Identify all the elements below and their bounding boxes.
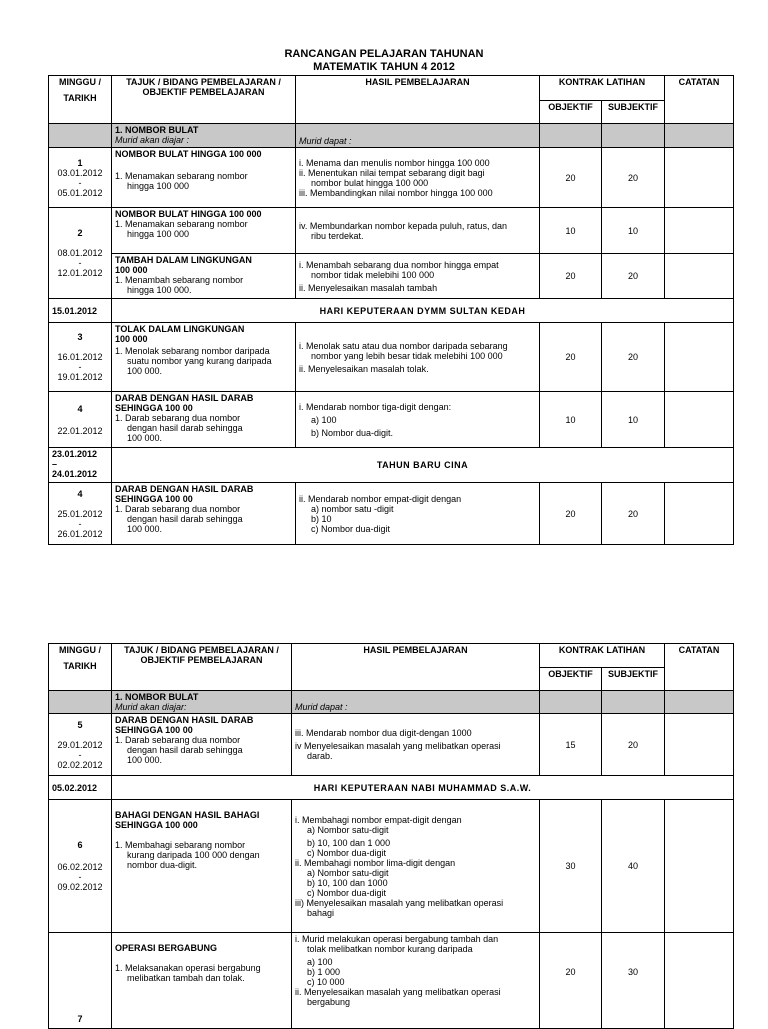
- table-cell: TAMBAH DALAM LINGKUNGAN 100 000 1. Menambah sebarang nombor hingga 100 000.: [112, 254, 296, 299]
- table-cell: 6 06.02.2012 - 09.02.2012: [49, 800, 112, 933]
- table-cell: ii. Mendarab nombor empat-digit dengan a) nombor satu -digit b) 10 c) Nombor dua-digit: [296, 483, 540, 545]
- plan-table-1: [48, 75, 734, 545]
- table-cell: [665, 483, 734, 545]
- table-cell: HARI KEPUTERAAN NABI MUHAMMAD S.A.W.: [112, 776, 734, 800]
- table-row: [49, 933, 734, 1029]
- table-cell: OPERASI BERGABUNG 1. Melaksanakan operasi bergabung melibatkan tambah dan tolak.: [112, 933, 292, 1029]
- header-catatan: CATATAN: [665, 76, 734, 124]
- table-cell: [665, 323, 734, 392]
- table-cell: 15.01.2012: [49, 299, 112, 323]
- header-hasil: HASIL PEMBELAJARAN: [296, 76, 540, 124]
- table-cell: iii. Mendarab nombor dua digit-dengan 1000 iv Menyelesaikan masalah yang melibatkan operasi darab.: [292, 714, 540, 776]
- table-cell: 10: [602, 208, 665, 254]
- table-cell: NOMBOR BULAT HINGGA 100 000 1. Menamakan sebarang nombor hingga 100 000: [112, 208, 296, 254]
- header-hasil: HASIL PEMBELAJARAN: [292, 644, 540, 691]
- header-minggu-tarikh: MINGGU / TARIKH: [49, 644, 112, 691]
- table-row: [49, 323, 734, 392]
- table-cell: [665, 148, 734, 208]
- table-row: [49, 800, 734, 933]
- table-cell: i. Menambah sebarang dua nombor hingga empat nombor tidak melebihi 100 000 ii. Menyelesaikan masalah tambah: [296, 254, 540, 299]
- table-cell: 40: [602, 800, 665, 933]
- table-cell: 1. NOMBOR BULAT Murid akan diajar:: [112, 691, 292, 714]
- table-cell: 1 03.01.2012 - 05.01.2012: [49, 148, 112, 208]
- table-cell: [49, 124, 112, 148]
- table-cell: 1. NOMBOR BULAT Murid akan diajar :: [112, 124, 296, 148]
- table-cell: 20: [602, 714, 665, 776]
- table-cell: 30: [602, 933, 665, 1029]
- table-cell: i. Murid melakukan operasi bergabung tambah dan tolak melibatkan nombor kurang daripada a) 100 b) 1 000 c) 10 000 ii. Menyelesaikan masalah yang melibatkan operasi bergabung: [292, 933, 540, 1029]
- table-cell: [665, 800, 734, 933]
- table-cell: 10: [602, 392, 665, 448]
- table-cell: 20: [540, 933, 602, 1029]
- unit-row: [49, 124, 734, 148]
- table-cell: NOMBOR BULAT HINGGA 100 000 1. Menamakan sebarang nombor hingga 100 000: [112, 148, 296, 208]
- table-cell: 20: [540, 323, 602, 392]
- table-cell: [665, 392, 734, 448]
- table-row: [49, 148, 734, 208]
- table-cell: [665, 714, 734, 776]
- table-cell: i. Menama dan menulis nombor hingga 100 000 ii. Menentukan nilai tempat sebarang digit bagi nombor bulat hingga 100 000 iii. Membandingkan nilai nombor hingga 100 000: [296, 148, 540, 208]
- table-cell: DARAB DENGAN HASIL DARAB SEHINGGA 100 00 1. Darab sebarang dua nombor dengan hasil darab sehingga 100 000.: [112, 714, 292, 776]
- table-cell: 7: [49, 933, 112, 1029]
- table-cell: TOLAK DALAM LINGKUNGAN 100 000 1. Menolak sebarang nombor daripada suatu nombor yang kurang daripada 100 000.: [112, 323, 296, 392]
- table-cell: [602, 124, 665, 148]
- header-subjektif: SUBJEKTIF: [602, 668, 665, 691]
- table-cell: 10: [540, 392, 602, 448]
- header-objektif: OBJEKTIF: [540, 668, 602, 691]
- table-cell: i. Membahagi nombor empat-digit dengan a) Nombor satu-digit b) 10, 100 dan 1 000 c) Nombor dua-digit ii. Membahagi nombor lima-digit dengan a) Nombor satu-digit b) 10, 100 dan 1000 c) Nombor dua-digit iii) Menyelesaikan masalah yang melibatkan operasi bahagi: [292, 800, 540, 933]
- table-cell: [602, 691, 665, 714]
- table-cell: 20: [602, 483, 665, 545]
- table-cell: 20: [540, 254, 602, 299]
- table-cell: 20: [540, 148, 602, 208]
- table-cell: HARI KEPUTERAAN DYMM SULTAN KEDAH: [112, 299, 734, 323]
- header-kontrak: KONTRAK LATIHAN: [540, 644, 665, 668]
- table-cell: 30: [540, 800, 602, 933]
- header-objektif: OBJEKTIF: [540, 101, 602, 124]
- table-row: [49, 254, 734, 299]
- table-row: [49, 392, 734, 448]
- table-cell: DARAB DENGAN HASIL DARAB SEHINGGA 100 00 1. Darab sebarang dua nombor dengan hasil darab sehingga 100 000.: [112, 392, 296, 448]
- table-cell: i. Mendarab nombor tiga-digit dengan: a) 100 b) Nombor dua-digit.: [296, 392, 540, 448]
- table-cell: BAHAGI DENGAN HASIL BAHAGI SEHINGGA 100 000 1. Membahagi sebarang nombor kurang daripada 100 000 dengan nombor dua-digit.: [112, 800, 292, 933]
- plan-table-2: [48, 643, 734, 1029]
- table-cell: Murid dapat :: [296, 124, 540, 148]
- table-cell: [665, 933, 734, 1029]
- table-cell: 2 08.01.2012 - 12.01.2012: [49, 208, 112, 299]
- header-kontrak: KONTRAK LATIHAN: [540, 76, 665, 101]
- holiday-row: [49, 299, 734, 323]
- table-cell: 15: [540, 714, 602, 776]
- table-cell: i. Menolak satu atau dua nombor daripada sebarang nombor yang lebih besar tidak melebihi 100 000 ii. Menyelesaikan masalah tolak.: [296, 323, 540, 392]
- table-cell: TAHUN BARU CINA: [112, 448, 734, 483]
- table-cell: 20: [602, 148, 665, 208]
- table-row: [49, 483, 734, 545]
- table-cell: 4 22.01.2012: [49, 392, 112, 448]
- header-tajuk: TAJUK / BIDANG PEMBELAJARAN / OBJEKTIF PEMBELAJARAN: [112, 76, 296, 124]
- table-cell: [540, 124, 602, 148]
- table-cell: 23.01.2012 – 24.01.2012: [49, 448, 112, 483]
- table-cell: Murid dapat :: [292, 691, 540, 714]
- table-cell: [665, 124, 734, 148]
- header-tajuk: TAJUK / BIDANG PEMBELAJARAN / OBJEKTIF PEMBELAJARAN: [112, 644, 292, 691]
- table-cell: 20: [602, 323, 665, 392]
- holiday-row: [49, 776, 734, 800]
- table-cell: iv. Membundarkan nombor kepada puluh, ratus, dan ribu terdekat.: [296, 208, 540, 254]
- table-cell: [665, 254, 734, 299]
- header-minggu-tarikh: MINGGU / TARIKH: [49, 76, 112, 124]
- table-cell: [665, 691, 734, 714]
- table-cell: [49, 691, 112, 714]
- table-cell: 05.02.2012: [49, 776, 112, 800]
- table-cell: 20: [602, 254, 665, 299]
- header-catatan: CATATAN: [665, 644, 734, 691]
- table-cell: 5 29.01.2012 - 02.02.2012: [49, 714, 112, 776]
- document-title: RANCANGAN PELAJARAN TAHUNAN: [284, 48, 484, 60]
- table-row: [49, 714, 734, 776]
- table-cell: DARAB DENGAN HASIL DARAB SEHINGGA 100 00 1. Darab sebarang dua nombor dengan hasil darab sehingga 100 000.: [112, 483, 296, 545]
- table-cell: 10: [540, 208, 602, 254]
- unit-row: [49, 691, 734, 714]
- header-subjektif: SUBJEKTIF: [602, 101, 665, 124]
- holiday-row: [49, 448, 734, 483]
- table-row: [49, 208, 734, 254]
- table-cell: 3 16.01.2012 - 19.01.2012: [49, 323, 112, 392]
- table-cell: [540, 691, 602, 714]
- table-cell: 20: [540, 483, 602, 545]
- table-cell: 4 25.01.2012 - 26.01.2012: [49, 483, 112, 545]
- document-subtitle: MATEMATIK TAHUN 4 2012: [313, 61, 455, 73]
- table-cell: [665, 208, 734, 254]
